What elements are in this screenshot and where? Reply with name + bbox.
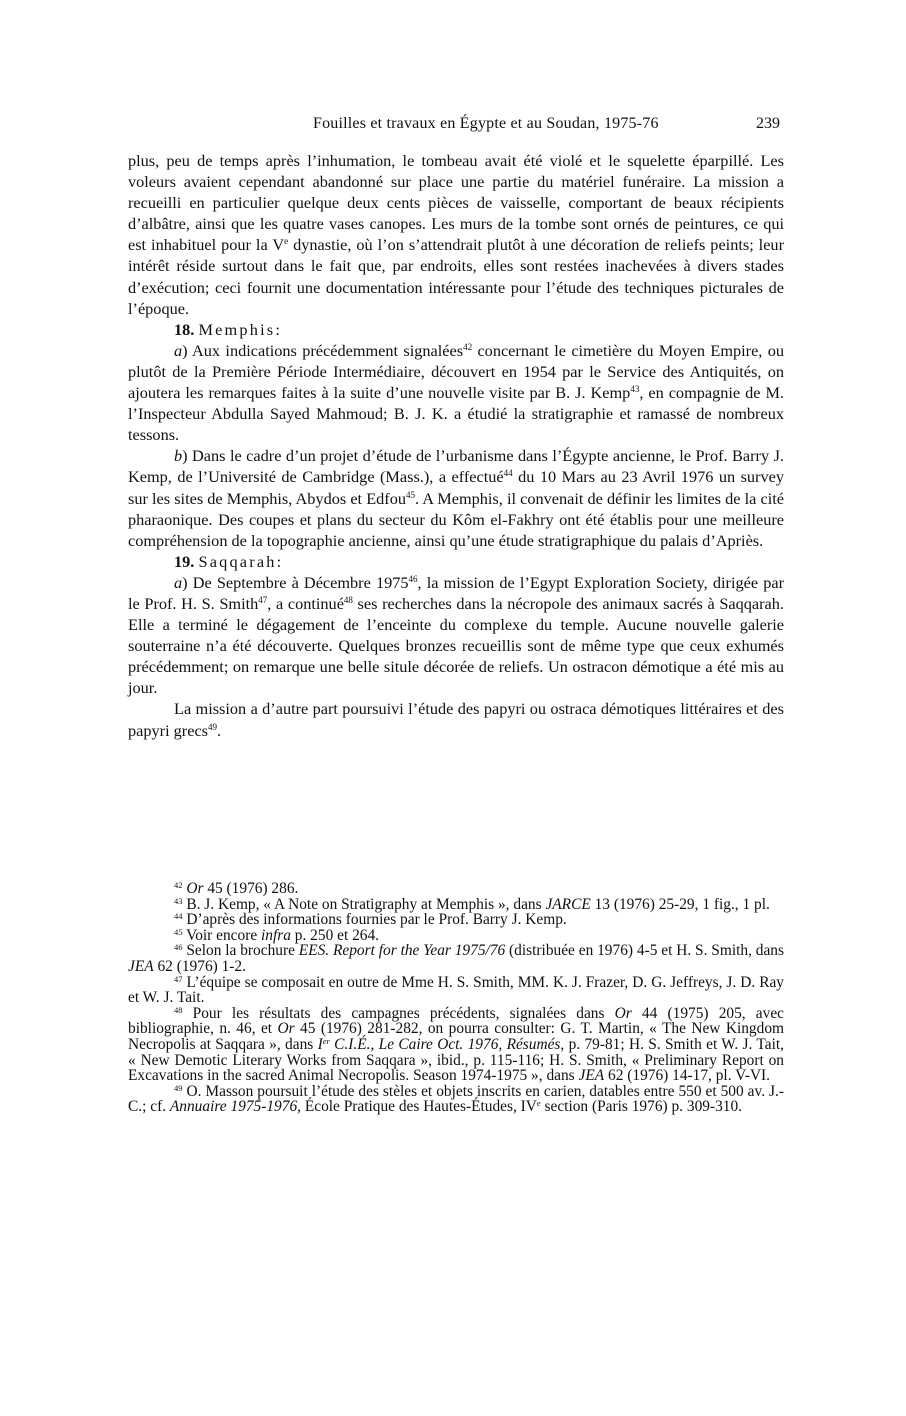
text-run: Selon la brochure xyxy=(182,942,299,960)
footnote xyxy=(128,881,784,897)
text-run: JARCE xyxy=(545,895,591,913)
text-run: : xyxy=(275,319,280,339)
text-run: L’équipe se composait en outre de Mme H. S. Smith, MM. K. J. Frazer, D. G. Jeffreys, J. D. Ray et W. J. Tait. xyxy=(128,973,784,1007)
footnote-number: 47 xyxy=(174,973,183,984)
text-run: p. 250 et 264. xyxy=(290,926,379,944)
superscript: e xyxy=(284,236,289,247)
text-run: dynastie, où l’on s’attendrait plutôt à une décoration de reliefs peints; leur intérêt réside surtout dans le fait que, par endroits, elles sont restées inachevées à divers stades d’exécution; ceci fournit une documentation intéressante pour l’étude des techniques picturales de l’époque. xyxy=(128,235,784,318)
footnote-number: 48 xyxy=(174,1004,183,1015)
text-run: infra xyxy=(261,926,291,944)
text-run: section (Paris 1976) p. 309-310. xyxy=(540,1098,743,1116)
text-run: 45 (1976) 286. xyxy=(203,880,299,897)
text-run: B. J. Kemp, « A Note on Stratigraphy at Memphis », dans xyxy=(182,895,546,913)
paragraph xyxy=(128,340,784,445)
footnote-ref: 48 xyxy=(343,594,353,605)
paragraph xyxy=(128,698,784,740)
paragraph xyxy=(128,150,784,319)
footnote-number: 43 xyxy=(174,895,183,906)
section-heading-memphis xyxy=(128,319,784,340)
footnote-ref: 47 xyxy=(258,594,268,605)
text-run: Or xyxy=(277,1020,295,1038)
text-run: , a continué xyxy=(267,593,344,613)
text-run: 45 (1976) 281-282, on pourra consulter: G. T. Martin, « The New Kingdom Necropolis at Saqqara », dans xyxy=(128,1020,784,1053)
text-run: , en compagnie de M. l’Inspecteur Abdulla Sayed Mahmoud; B. J. K. a étudié la stratigraphie et ramassé de nombreux tessons. xyxy=(128,383,784,445)
section-number: 19. xyxy=(174,551,195,571)
item-label: a xyxy=(174,572,183,592)
text-run: JEA xyxy=(578,1067,605,1085)
text-run: ses recherches dans la nécropole des animaux sacrés à Saqqarah. Elle a terminé le dégagement de l’enceinte du complexe du temple. Aucune nouvelle galerie souterraine n’a été découverte. Quelques bronzes recueillis sont de même type que ceux exhumés précédemment; on remarque une belle situle décorée de reliefs. Un ostracon démotique a été mis au jour. xyxy=(128,593,784,698)
text-run: du 10 Mars au 23 Avril 1976 un survey sur les sites de Memphis, Abydos et Edfou xyxy=(128,467,784,508)
footnote-number: 44 xyxy=(174,911,183,922)
text-run: , p. 79-81; H. S. Smith et W. J. Tait, « New Demotic Literary Works from Saqqara », ibid., p. 115-116; H. S. Smith, « Preliminary Report on Excavations in the sacred Animal Necropolis. Season 1974-1975 », dans xyxy=(128,1035,784,1085)
page-number: 239 xyxy=(756,115,780,132)
section-title: Memphis xyxy=(198,319,276,339)
paragraph xyxy=(128,445,784,550)
text-run: 44 (1975) 205, avec bibliographie, n. 46, et xyxy=(128,1004,784,1038)
item-label: b xyxy=(174,446,183,466)
text-run: 13 (1976) 25-29, 1 fig., 1 pl. xyxy=(590,895,770,913)
footnote-ref: 49 xyxy=(208,721,218,732)
footnote-number: 45 xyxy=(174,926,183,937)
text-run: O. Masson poursuit l’étude des stèles et objets inscrits en carien, datables entre 550 et 500 av. J.-C.; cf. xyxy=(128,1082,784,1116)
text-run: EES. Report for the Year 1975/76 xyxy=(298,942,506,960)
running-header xyxy=(0,115,906,137)
section-title: Saqqarah xyxy=(198,551,277,571)
text-run: La mission a d’autre part poursuivi l’étude des papyri ou ostraca démotiques littéraires et des papyri grecs xyxy=(128,699,784,740)
text-run: , la mission de l’Egypt Exploration Society, dirigée par le Prof. H. S. Smith xyxy=(128,572,784,613)
footnote-ref: 46 xyxy=(408,573,418,584)
text-run: : xyxy=(276,551,282,571)
footnote xyxy=(128,943,784,974)
footnote xyxy=(128,912,784,928)
text-run: Or xyxy=(614,1004,632,1022)
footnote xyxy=(128,897,784,913)
footnote-number: 42 xyxy=(174,880,183,890)
footnote xyxy=(128,975,784,1006)
footnote-ref: 45 xyxy=(405,489,415,500)
footnote xyxy=(128,928,784,944)
text-run: Or xyxy=(186,880,204,897)
item-label: a xyxy=(174,340,183,360)
text-run: ) De Septembre à Décembre 1975 xyxy=(182,572,409,592)
main-text xyxy=(128,150,784,741)
footnote-ref: 42 xyxy=(463,341,473,352)
footnote-number: 46 xyxy=(174,942,183,953)
text-run: Voir encore xyxy=(182,926,261,944)
footnote-number: 49 xyxy=(174,1082,183,1093)
footnote xyxy=(128,1006,784,1084)
footnote-ref: 44 xyxy=(503,468,513,479)
text-run: concernant le cimetière du Moyen Empire, ou plutôt de la Première Période Intermédiaire, découvert en 1954 par le Service des Antiquités, on ajoutera les remarques faites à la suite d’une nouvelle visite par B. J. Kemp xyxy=(128,340,784,403)
text-run: Annuaire 1975-1976 xyxy=(169,1098,298,1116)
text-run: , École Pratique des Hautes-Études, IV xyxy=(297,1098,537,1116)
superscript: er xyxy=(322,1035,330,1046)
text-run: 62 (1976) 14-17, pl. V-VI. xyxy=(604,1067,771,1085)
text-run: ) Aux indications précédemment signalées xyxy=(182,340,464,360)
text-run: C.I.É., Le Caire Oct. 1976, Résumés xyxy=(329,1035,561,1053)
text-run: . xyxy=(217,720,222,740)
section-heading-saqqarah xyxy=(128,551,784,572)
text-run: D’après des informations fournies par le Prof. Barry J. Kemp. xyxy=(182,911,567,929)
section-number: 18. xyxy=(174,319,195,339)
footnote xyxy=(128,1084,784,1115)
text-run: 62 (1976) 1-2. xyxy=(153,957,246,975)
text-run: . A Memphis, il convenait de définir les limites de la cité pharaonique. Des coupes et plans du secteur du Kôm el-Fakhry ont été établis pour une meilleure compréhension de la topographie ancienne, ainsi qu’une étude stratigraphique du palais d’Apriès. xyxy=(128,488,784,550)
superscript: e xyxy=(536,1098,541,1109)
text-run: I xyxy=(317,1035,323,1053)
text-run: (distribuée en 1976) 4-5 et H. S. Smith, dans xyxy=(505,942,784,960)
text-run: ) Dans le cadre d’un projet d’étude de l’urbanisme dans l’Égypte ancienne, le Prof. Barry J. Kemp, de l’Université de Cambridge (Mass.), a effectué xyxy=(128,446,784,487)
text-run: plus, peu de temps après l’inhumation, le tombeau avait été violé et le squelette éparpillé. Les voleurs avaient cependant abandonné sur place une partie du matériel funéraire. La mission a recueilli en particulier quelque deux cents pièces de vaisselle, comportant de beaux récipients d’albâtre, ainsi que les quatre vases canopes. Les murs de la tombe sont ornés de peintures, ce qui est inhabituel pour la V xyxy=(128,151,784,255)
footnote-ref: 43 xyxy=(630,384,640,395)
text-run: Pour les résultats des campagnes précédents, signalées dans xyxy=(182,1004,615,1022)
running-title: Fouilles et travaux en Égypte et au Soudan, 1975-76 xyxy=(313,115,659,132)
text-run: JEA xyxy=(128,957,154,975)
footnotes xyxy=(128,881,784,1115)
paragraph xyxy=(128,572,784,699)
